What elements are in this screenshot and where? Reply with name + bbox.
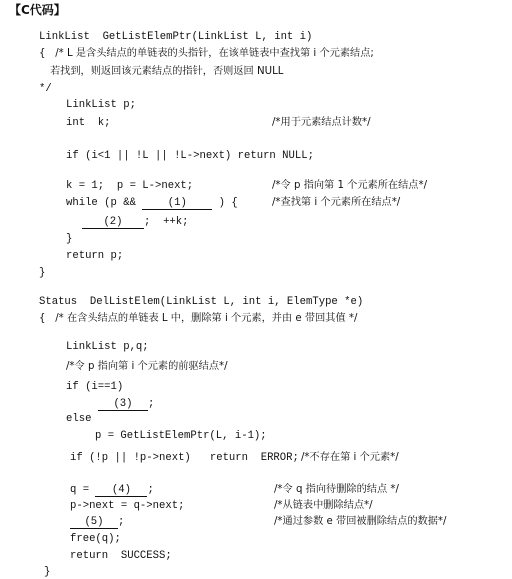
if-i-equals-1: if (i==1) — [66, 381, 124, 393]
blank-2: (2) — [82, 217, 144, 229]
assign-q-line — [70, 484, 154, 497]
while-suffix: ) { — [212, 197, 238, 209]
return-success: return SUCCESS; — [70, 550, 172, 562]
while-prefix: while (p && — [66, 197, 143, 209]
decl-k-comment: /*用于元素结点计数*/ — [272, 117, 371, 128]
init-comment: /*令 p 指向第 1 个元素所在结点*/ — [272, 180, 428, 191]
blank-5: (5) — [70, 517, 118, 529]
assign-p: p = GetListElemPtr(L, i-1); — [95, 430, 267, 442]
func1-signature: LinkList GetListElemPtr(LinkList L, int i) — [39, 31, 313, 43]
assign-q-prefix: q = — [70, 484, 96, 496]
decl-pq: LinkList p,q; — [66, 341, 149, 353]
loop-body — [82, 216, 189, 229]
func1-comment-end: */ — [39, 83, 52, 95]
decl-k: int k; — [66, 117, 111, 129]
blank3-line — [98, 398, 154, 411]
func1-close-brace: } — [39, 267, 46, 279]
section-heading: 【C代码】 — [9, 3, 66, 17]
while-line — [66, 197, 238, 210]
blank5-comment: /*通过参数 e 带回被删除结点的数据*/ — [274, 516, 447, 527]
if-error-check: if (!p || !p->next) return ERROR; — [70, 452, 299, 464]
blank4-semicolon: ; — [147, 484, 154, 496]
decl-p: LinkList p; — [66, 99, 136, 111]
blank-1: (1) — [142, 198, 212, 210]
loop-body-suffix: ; ++k; — [144, 216, 189, 228]
blank-3: (3) — [98, 399, 148, 411]
init-k-p: k = 1; p = L->next; — [66, 180, 194, 192]
blank5-line — [70, 516, 124, 529]
func2-signature: Status DelListElem(LinkList L, int i, ElemType *e) — [39, 296, 364, 308]
while-comment: /*查找第 i 个元素所在结点*/ — [272, 197, 401, 208]
assign-q-comment: /*令 q 指向待删除的结点 */ — [274, 484, 399, 495]
blank5-semicolon: ; — [118, 516, 125, 528]
error-comment: /*不存在第 i 个元素*/ — [301, 452, 399, 463]
blank3-semicolon: ; — [148, 398, 155, 410]
unlink-comment: /*从链表中删除结点*/ — [274, 500, 373, 511]
while-close-brace: } — [66, 233, 73, 245]
free-q: free(q); — [70, 533, 121, 545]
comment-prev-node: /*令 p 指向第 i 个元素的前驱结点*/ — [66, 361, 228, 372]
func2-comment: { /* 在含头结点的单链表 L 中，删除第 i 个元素，并由 e 带回其值 */ — [39, 313, 358, 324]
unlink-node: p->next = q->next; — [70, 500, 185, 512]
func1-comment-line2: 若找到，则返回该元素结点的指针，否则返回 NULL — [50, 66, 284, 77]
blank-4: (4) — [95, 485, 147, 497]
return-p: return p; — [66, 250, 124, 262]
func1-comment-line1: { /* L 是含头结点的单链表的头指针，在该单链表中查找第 i 个元素结点; — [39, 48, 374, 59]
func2-close-brace: } — [44, 566, 51, 578]
else-keyword: else — [66, 413, 92, 425]
if-null-check: if (i<1 || !L || !L->next) return NULL; — [66, 150, 314, 162]
